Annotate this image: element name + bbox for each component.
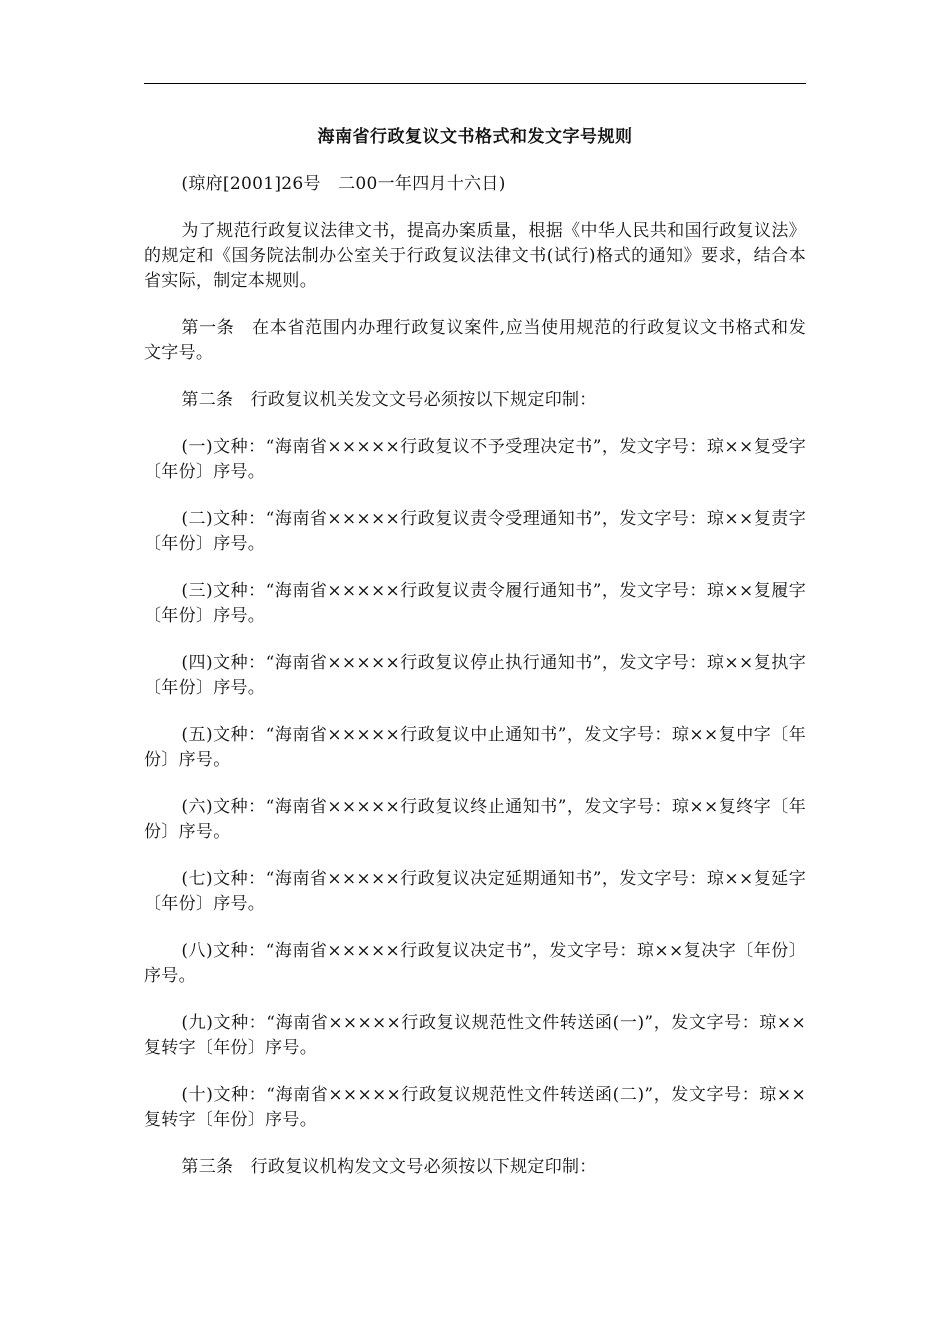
- article-1: 第一条 在本省范围内办理行政复议案件,应当使用规范的行政复议文书格式和发文字号。: [144, 318, 806, 363]
- preamble-paragraph: 为了规范行政复议法律文书，提高办案质量，根据《中华人民共和国行政复议法》的规定和《国务院法制办公室关于行政复议法律文书(试行)格式的通知》要求，结合本省实际，制定本规则。: [144, 221, 806, 291]
- clause-10: (十)文种：“海南省×××××行政复议规范性文件转送函(二)”，发文字号：琼××复转字〔年份〕序号。: [144, 1085, 806, 1130]
- clause-9: (九)文种：“海南省×××××行政复议规范性文件转送函(一)”，发文字号：琼××复转字〔年份〕序号。: [144, 1013, 806, 1058]
- clause-6: (六)文种：“海南省×××××行政复议终止通知书”，发文字号：琼××复终字〔年份〕序号。: [144, 797, 806, 842]
- clause-8: (八)文种：“海南省×××××行政复议决定书”，发文字号：琼××复决字〔年份〕序号。: [144, 941, 806, 986]
- document-title: 海南省行政复议文书格式和发文字号规则: [317, 127, 633, 147]
- clause-2: (二)文种：“海南省×××××行政复议责令受理通知书”，发文字号：琼××复责字〔年份〕序号。: [144, 509, 806, 554]
- article-2: 第二条 行政复议机关发文文号必须按以下规定印制：: [181, 390, 597, 410]
- article-3: 第三条 行政复议机构发文文号必须按以下规定印制：: [181, 1157, 597, 1177]
- document-body: [144, 172, 806, 1202]
- clause-3: (三)文种：“海南省×××××行政复议责令履行通知书”，发文字号：琼××复履字〔年份〕序号。: [144, 581, 806, 626]
- issuance-line: (琼府[2001]26号 二00一年四月十六日): [181, 174, 506, 194]
- clause-4: (四)文种：“海南省×××××行政复议停止执行通知书”，发文字号：琼××复执字〔年份〕序号。: [144, 653, 806, 698]
- clause-5: (五)文种：“海南省×××××行政复议中止通知书”，发文字号：琼××复中字〔年份〕序号。: [144, 725, 806, 770]
- header-rule: [144, 83, 806, 84]
- clause-1: (一)文种：“海南省×××××行政复议不予受理决定书”，发文字号：琼××复受字〔年份〕序号。: [144, 437, 806, 482]
- clause-7: (七)文种：“海南省×××××行政复议决定延期通知书”，发文字号：琼××复延字〔年份〕序号。: [144, 869, 806, 914]
